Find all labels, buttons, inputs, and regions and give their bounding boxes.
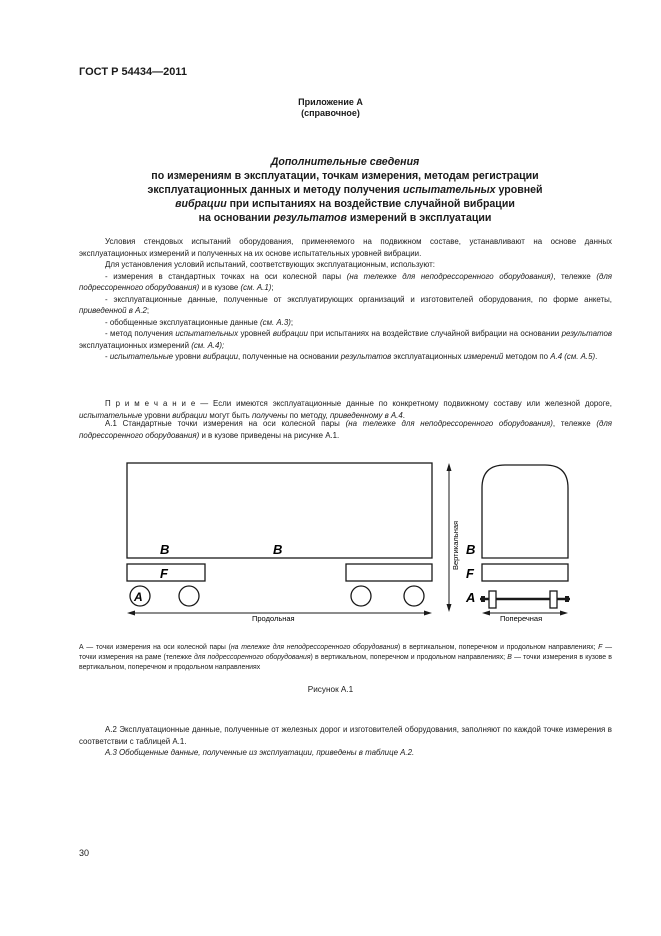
paragraph-intro: Условия стендовых испытаний оборудования, применяемого на подвижном составе, устанавливают на основе данных эксплуатационных измерений и полученных на их основе испытательных уровней вибрации.: [79, 237, 612, 258]
transverse-label: Поперечная: [500, 614, 543, 623]
wheel-icon: [404, 586, 424, 606]
point-b-label-1: B: [160, 542, 170, 557]
point-b-label-2: B: [273, 542, 283, 557]
bogie-end: [482, 564, 568, 581]
point-f-label: F: [160, 566, 168, 581]
end-b-label: B: [466, 542, 476, 557]
wheel-icon: [351, 586, 371, 606]
bullet-operational-data: - эксплуатационные данные, полученные от эксплуатирующих организаций и изготовителей оборудования, по форме анкеты, приведенной в А.2;: [79, 294, 612, 315]
annex-title: Приложение А: [298, 97, 363, 107]
longitudinal-label: Продольная: [252, 614, 295, 623]
arrow-head-icon: [127, 611, 135, 616]
point-a-label: A: [134, 590, 143, 604]
bullet-generalized-data: - обобщенные эксплуатационные данные (см. А.3);: [105, 317, 294, 327]
heading-line-3: эксплуатационных данных и методу получения испытательных уровней: [147, 184, 543, 196]
heading-line-1: Дополнительные сведения: [270, 156, 420, 168]
arrow-head-icon: [447, 463, 452, 471]
section-a1-text: А.1 Стандартные точки измерения на оси колесной пары (на тележке для неподрессоренного оборудования), тележке (для подрессоренного оборудования) и в кузове приведены на рисунке А.1.: [79, 419, 613, 440]
section-a3: А.3 Обобщенные данные, полученные из эксплуатации, приведены в таблице А.2.: [105, 748, 415, 757]
bullet-test-levels: - испытательные уровни вибрации, полученные на основании результатов эксплуатационных измерений методом по А.4 (см. А.5).: [105, 352, 598, 361]
wheel-end-right: [550, 591, 557, 608]
car-body-end: [482, 465, 568, 558]
figure-diagram: [0, 450, 661, 640]
heading-line-2: по измерениям в эксплуатации, точкам измерения, методам регистрации: [151, 170, 539, 182]
axle-cap-left: [481, 596, 485, 602]
figure-title: Рисунок А.1: [307, 685, 354, 694]
bogie-right: [346, 564, 432, 581]
body-section-intro: [79, 236, 612, 363]
annex-subtitle: (справочное): [301, 108, 360, 118]
arrow-head-icon: [424, 611, 432, 616]
document-code: ГОСТ Р 54434—2011: [79, 66, 187, 78]
page-number: 30: [79, 848, 90, 858]
vertical-label: Вертикальная: [451, 520, 460, 570]
heading-line-4: вибрации при испытаниях на воздействие случайной вибрации: [175, 198, 515, 210]
section-a2-a3: [79, 724, 612, 759]
note-text: П р и м е ч а н и е — Если имеются эксплуатационные данные по конкретному подвижному составу или железной дороге, испытательные уровни вибрации могут быть получены по методу, приведенному в А.4.: [79, 399, 612, 420]
end-a-label: A: [466, 590, 476, 605]
arrow-head-icon: [560, 611, 568, 616]
wheel-icon: [179, 586, 199, 606]
end-f-label: F: [466, 566, 474, 581]
arrow-head-icon: [482, 611, 490, 616]
bullet-measurements: - измерения в стандартных точках на оси колесной пары (на тележке для неподрессоренного оборудования), тележке (для подрессоренного оборудования) и в кузове (см. А.1);: [79, 271, 612, 292]
wheel-end-left: [489, 591, 496, 608]
paragraph-lead: Для установления условий испытаний, соответствующих эксплуатационным, используют:: [105, 260, 435, 269]
axle-cap-right: [565, 596, 569, 602]
section-a1: [79, 418, 612, 441]
arrow-head-icon: [447, 604, 452, 612]
section-a2: А.2 Эксплуатационные данные, полученные от железных дорог и изготовителей оборудования, заполняют по каждой точке измерения в соответствии с таблицей А.1.: [79, 725, 612, 746]
figure-a1: [0, 450, 661, 645]
figure-caption: А — точки измерения на оси колесной пары (на тележке для неподрессоренного оборудования) в вертикальном, поперечном и продольном направлениях; F — точки измерения на раме (тележке для подрессоренного оборудования) в вертикальном, поперечном и продольном направлениях; В — точки измерения в кузове в вертикальном, поперечном и продольном направлениях: [79, 644, 612, 671]
bullet-method: - метод получения испытательных уровней вибрации при испытаниях на воздействие случайной вибрации на основании результатов эксплуатационных измерений (см. А.4);: [79, 329, 612, 350]
annex-heading: [110, 155, 580, 225]
heading-line-5: на основании результатов измерений в эксплуатации: [198, 212, 492, 224]
